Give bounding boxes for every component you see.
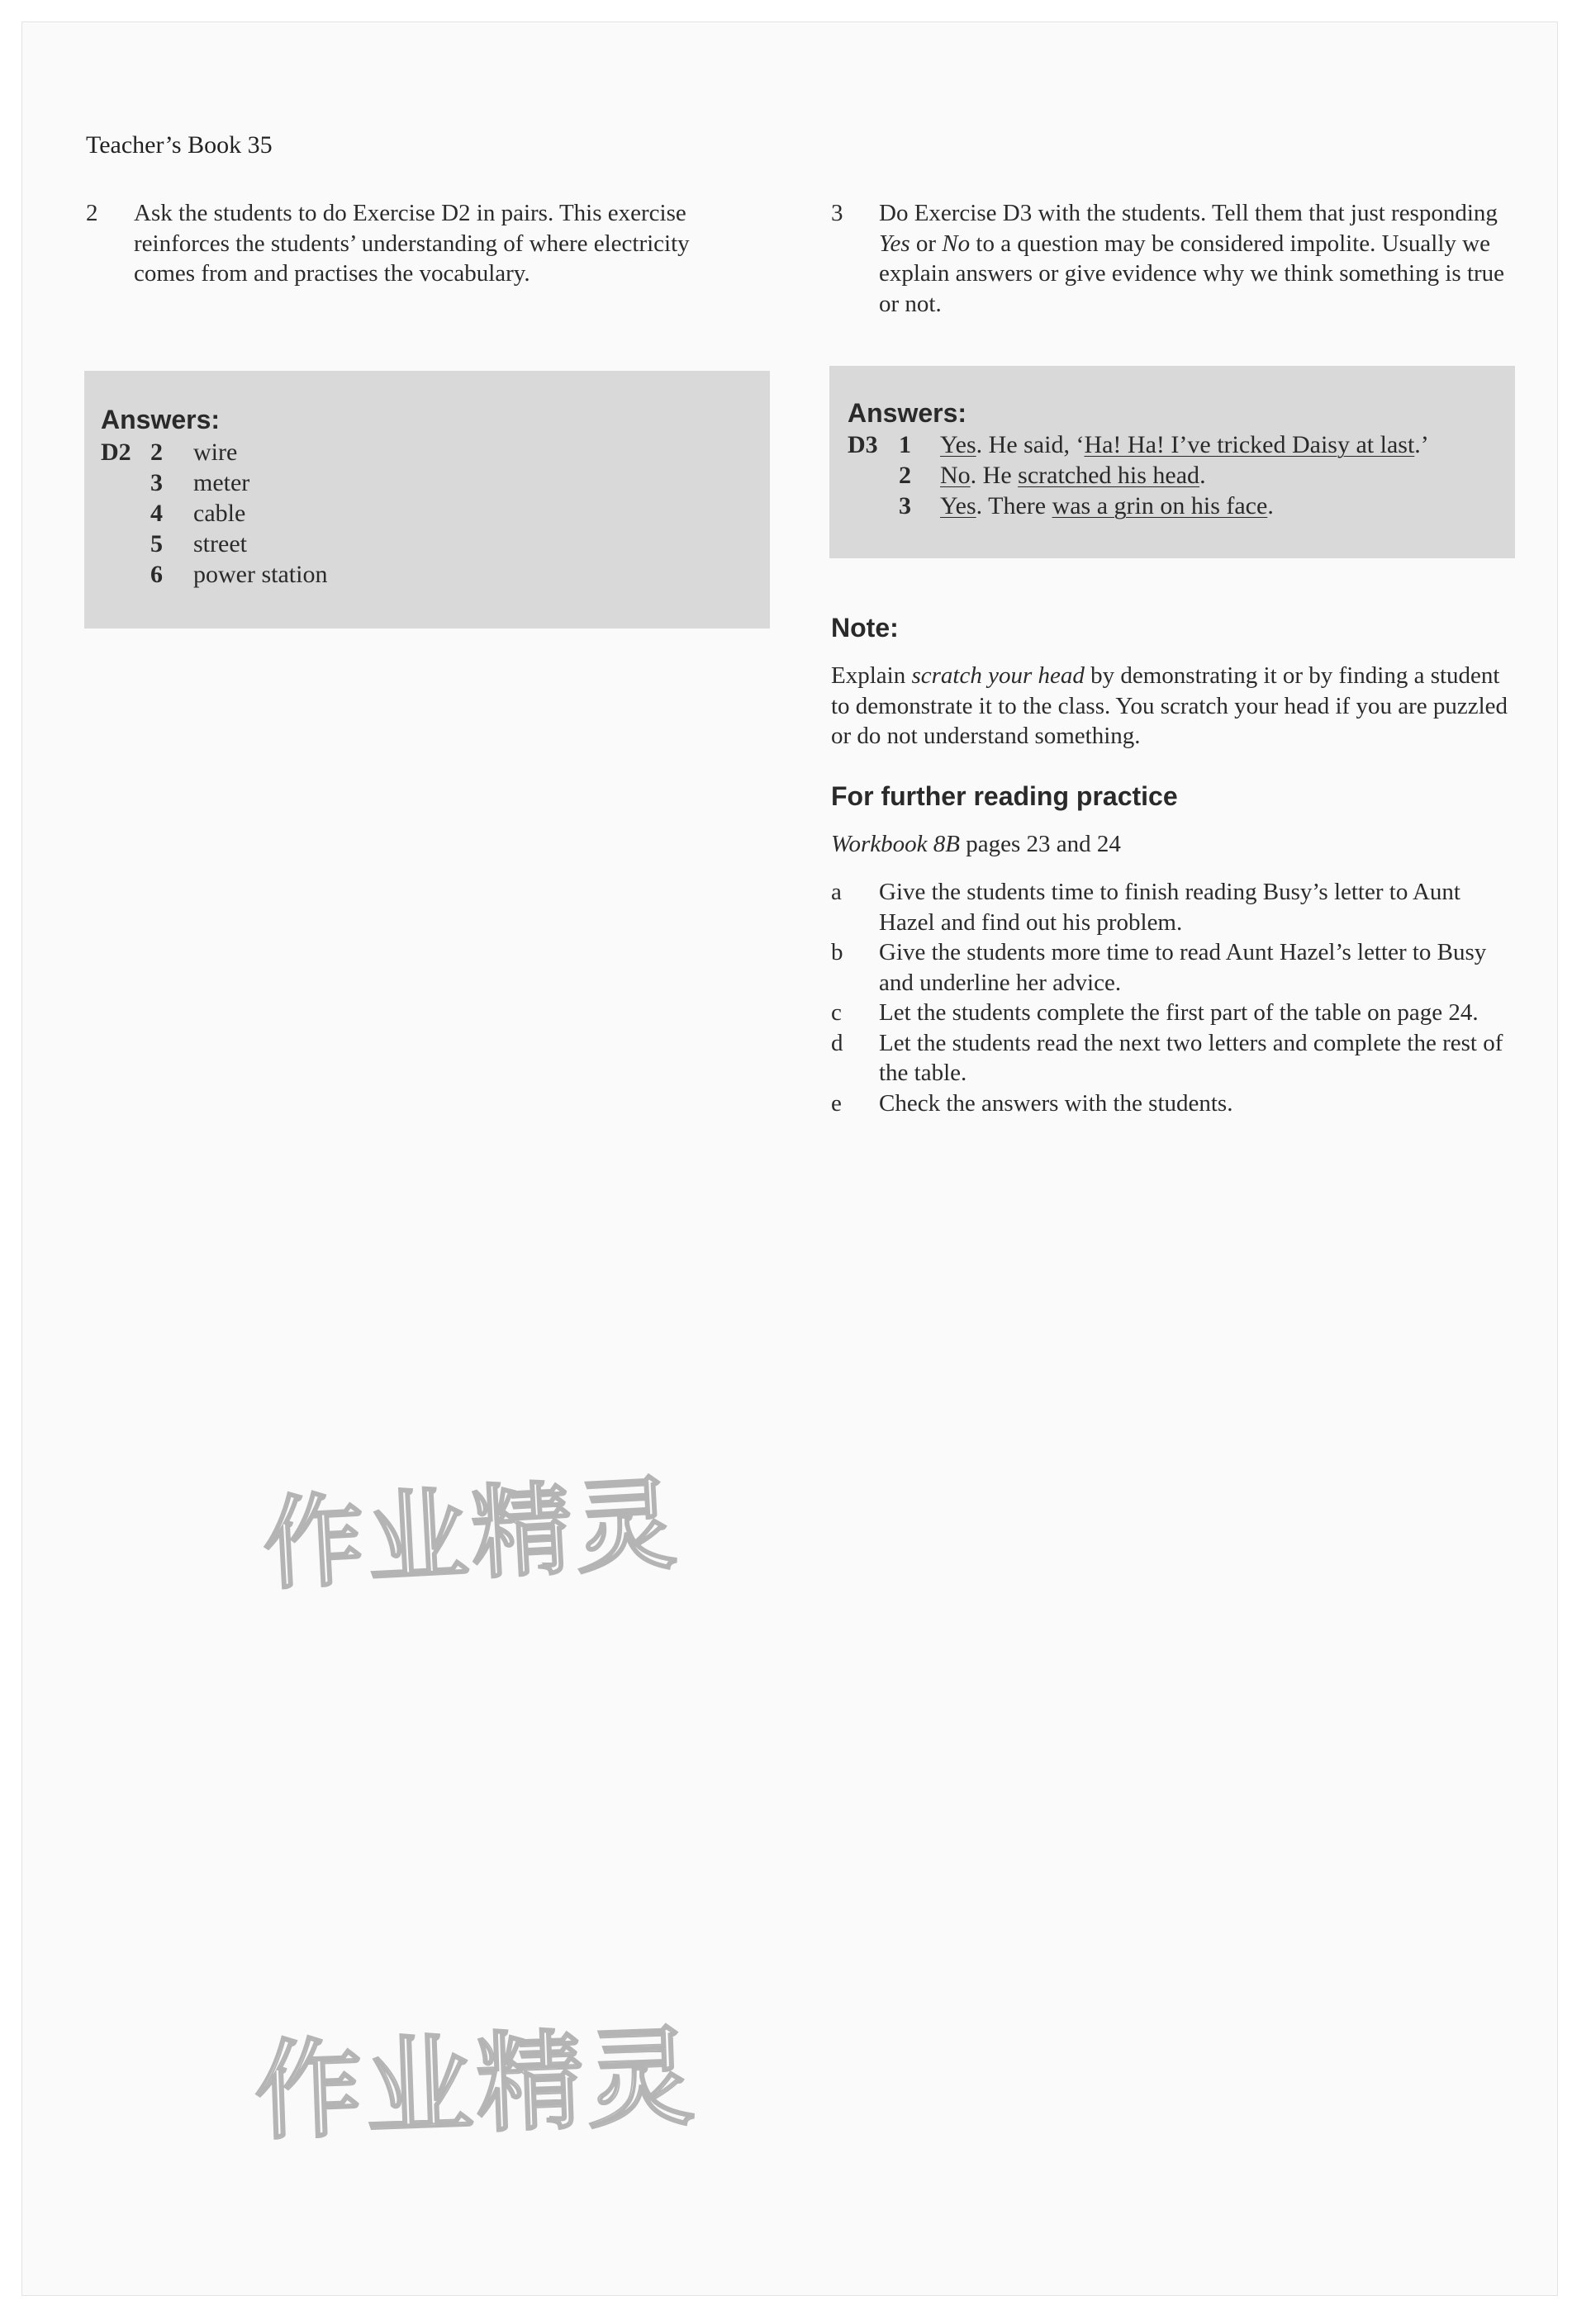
- answer-text: [940, 491, 1274, 521]
- answer-text: [940, 429, 1429, 460]
- workbook-title: Workbook 8B: [831, 831, 960, 857]
- list-item-text: Let the students complete the first part of the table on page 24.: [879, 999, 1479, 1026]
- answer-part: .: [1267, 492, 1274, 519]
- answer-evidence: scratched his head: [1018, 462, 1200, 489]
- answers-heading: Answers:: [101, 405, 221, 434]
- list-item-letter: d: [831, 1029, 843, 1056]
- item-text: Ask the students to do Exercise D2 in pairs. This exercise reinforces the students’ understanding of where electricity comes from and practises the vocabulary.: [134, 200, 690, 287]
- item-text-part: to a question may be considered impolite. Usually we explain answers or give evidence why we think something is true or not.: [879, 230, 1505, 317]
- running-head: Teacher’s Book 35: [86, 131, 273, 159]
- answer-row: [101, 559, 770, 590]
- list-item: [831, 1088, 1517, 1119]
- answer-evidence: Ha! Ha! I’ve tricked Daisy at last: [1084, 431, 1415, 458]
- further-reading-heading: For further reading practice: [831, 781, 1178, 811]
- answer-keyword: Yes: [940, 492, 976, 519]
- exercise-d3-instruction: [831, 198, 1517, 319]
- exercise-d2-instruction: [86, 198, 730, 289]
- answer-keyword: Yes: [940, 431, 976, 458]
- answer-part: . He: [970, 462, 1019, 489]
- answer-text: [940, 460, 1206, 491]
- answer-number: 3: [899, 492, 911, 519]
- answer-row: [101, 529, 770, 559]
- answer-number: 4: [150, 500, 163, 527]
- answer-number: 2: [899, 462, 911, 489]
- list-item-text: Give the students more time to read Aunt Hazel’s letter to Busy and underline her advice.: [879, 939, 1487, 996]
- answer-row: [101, 498, 770, 529]
- list-item-letter: c: [831, 999, 842, 1026]
- item-number: 3: [831, 200, 843, 226]
- answer-row: [101, 467, 770, 498]
- answer-text: power station: [193, 561, 328, 588]
- item-text: [879, 198, 1517, 319]
- list-item: [831, 998, 1517, 1028]
- answer-part: .: [1199, 462, 1206, 489]
- answer-text: cable: [193, 500, 246, 527]
- list-item-letter: a: [831, 879, 842, 905]
- answers-heading: Answers:: [848, 398, 967, 428]
- item-text-no: No: [942, 230, 971, 257]
- answer-row: [848, 491, 1515, 521]
- list-item-text: Give the students time to finish reading Busy’s letter to Aunt Hazel and find out his problem.: [879, 879, 1460, 936]
- note-text-part: by demonstrating it or by finding a student to demonstrate it to the class. You scratch your head if you are puzzled or do not understand something.: [831, 662, 1508, 749]
- list-item: [831, 1028, 1517, 1088]
- answer-row: [848, 460, 1515, 491]
- answer-part: . He said, ‘: [976, 431, 1085, 458]
- answer-number: 6: [150, 561, 163, 588]
- answers-box-d3: [829, 366, 1515, 558]
- list-item: [831, 877, 1517, 937]
- note-heading: Note:: [831, 613, 899, 643]
- exercise-label: D2: [101, 439, 131, 466]
- answer-row: [101, 437, 770, 467]
- exercise-label: D3: [848, 431, 878, 458]
- answer-number: 2: [150, 439, 163, 466]
- answer-text: wire: [193, 439, 238, 466]
- list-item-letter: b: [831, 939, 843, 965]
- answer-keyword: No: [940, 462, 971, 489]
- list-item-text: Check the answers with the students.: [879, 1089, 1233, 1117]
- list-item-text: Let the students read the next two letters and complete the rest of the table.: [879, 1029, 1503, 1086]
- answer-text: street: [193, 530, 247, 557]
- answers-box-d2: [84, 371, 770, 628]
- item-text-part: or: [909, 230, 943, 257]
- note-text: [831, 661, 1517, 752]
- watermark: 作业精灵: [252, 2013, 700, 2156]
- answer-row: [848, 429, 1515, 460]
- further-reading-list: [831, 877, 1517, 1118]
- page-sheet: [21, 21, 1558, 2296]
- workbook-pages: pages 23 and 24: [960, 831, 1121, 857]
- item-number: 2: [86, 200, 98, 226]
- workbook-reference: [831, 829, 1517, 860]
- watermark: 作业精灵: [260, 1464, 682, 1605]
- list-item: [831, 937, 1517, 998]
- answer-number: 1: [899, 431, 911, 458]
- answer-part: .’: [1414, 431, 1429, 458]
- answer-number: 5: [150, 530, 163, 557]
- item-text-yes: Yes: [879, 230, 910, 257]
- note-text-italic: scratch your head: [911, 662, 1085, 689]
- note-text-part: Explain: [831, 662, 912, 689]
- answer-number: 3: [150, 469, 163, 496]
- answer-evidence: was a grin on his face: [1052, 492, 1268, 519]
- answer-part: . There: [976, 492, 1052, 519]
- list-item-letter: e: [831, 1089, 842, 1117]
- item-text-part: Do Exercise D3 with the students. Tell them that just responding: [879, 200, 1498, 226]
- answer-text: meter: [193, 469, 250, 496]
